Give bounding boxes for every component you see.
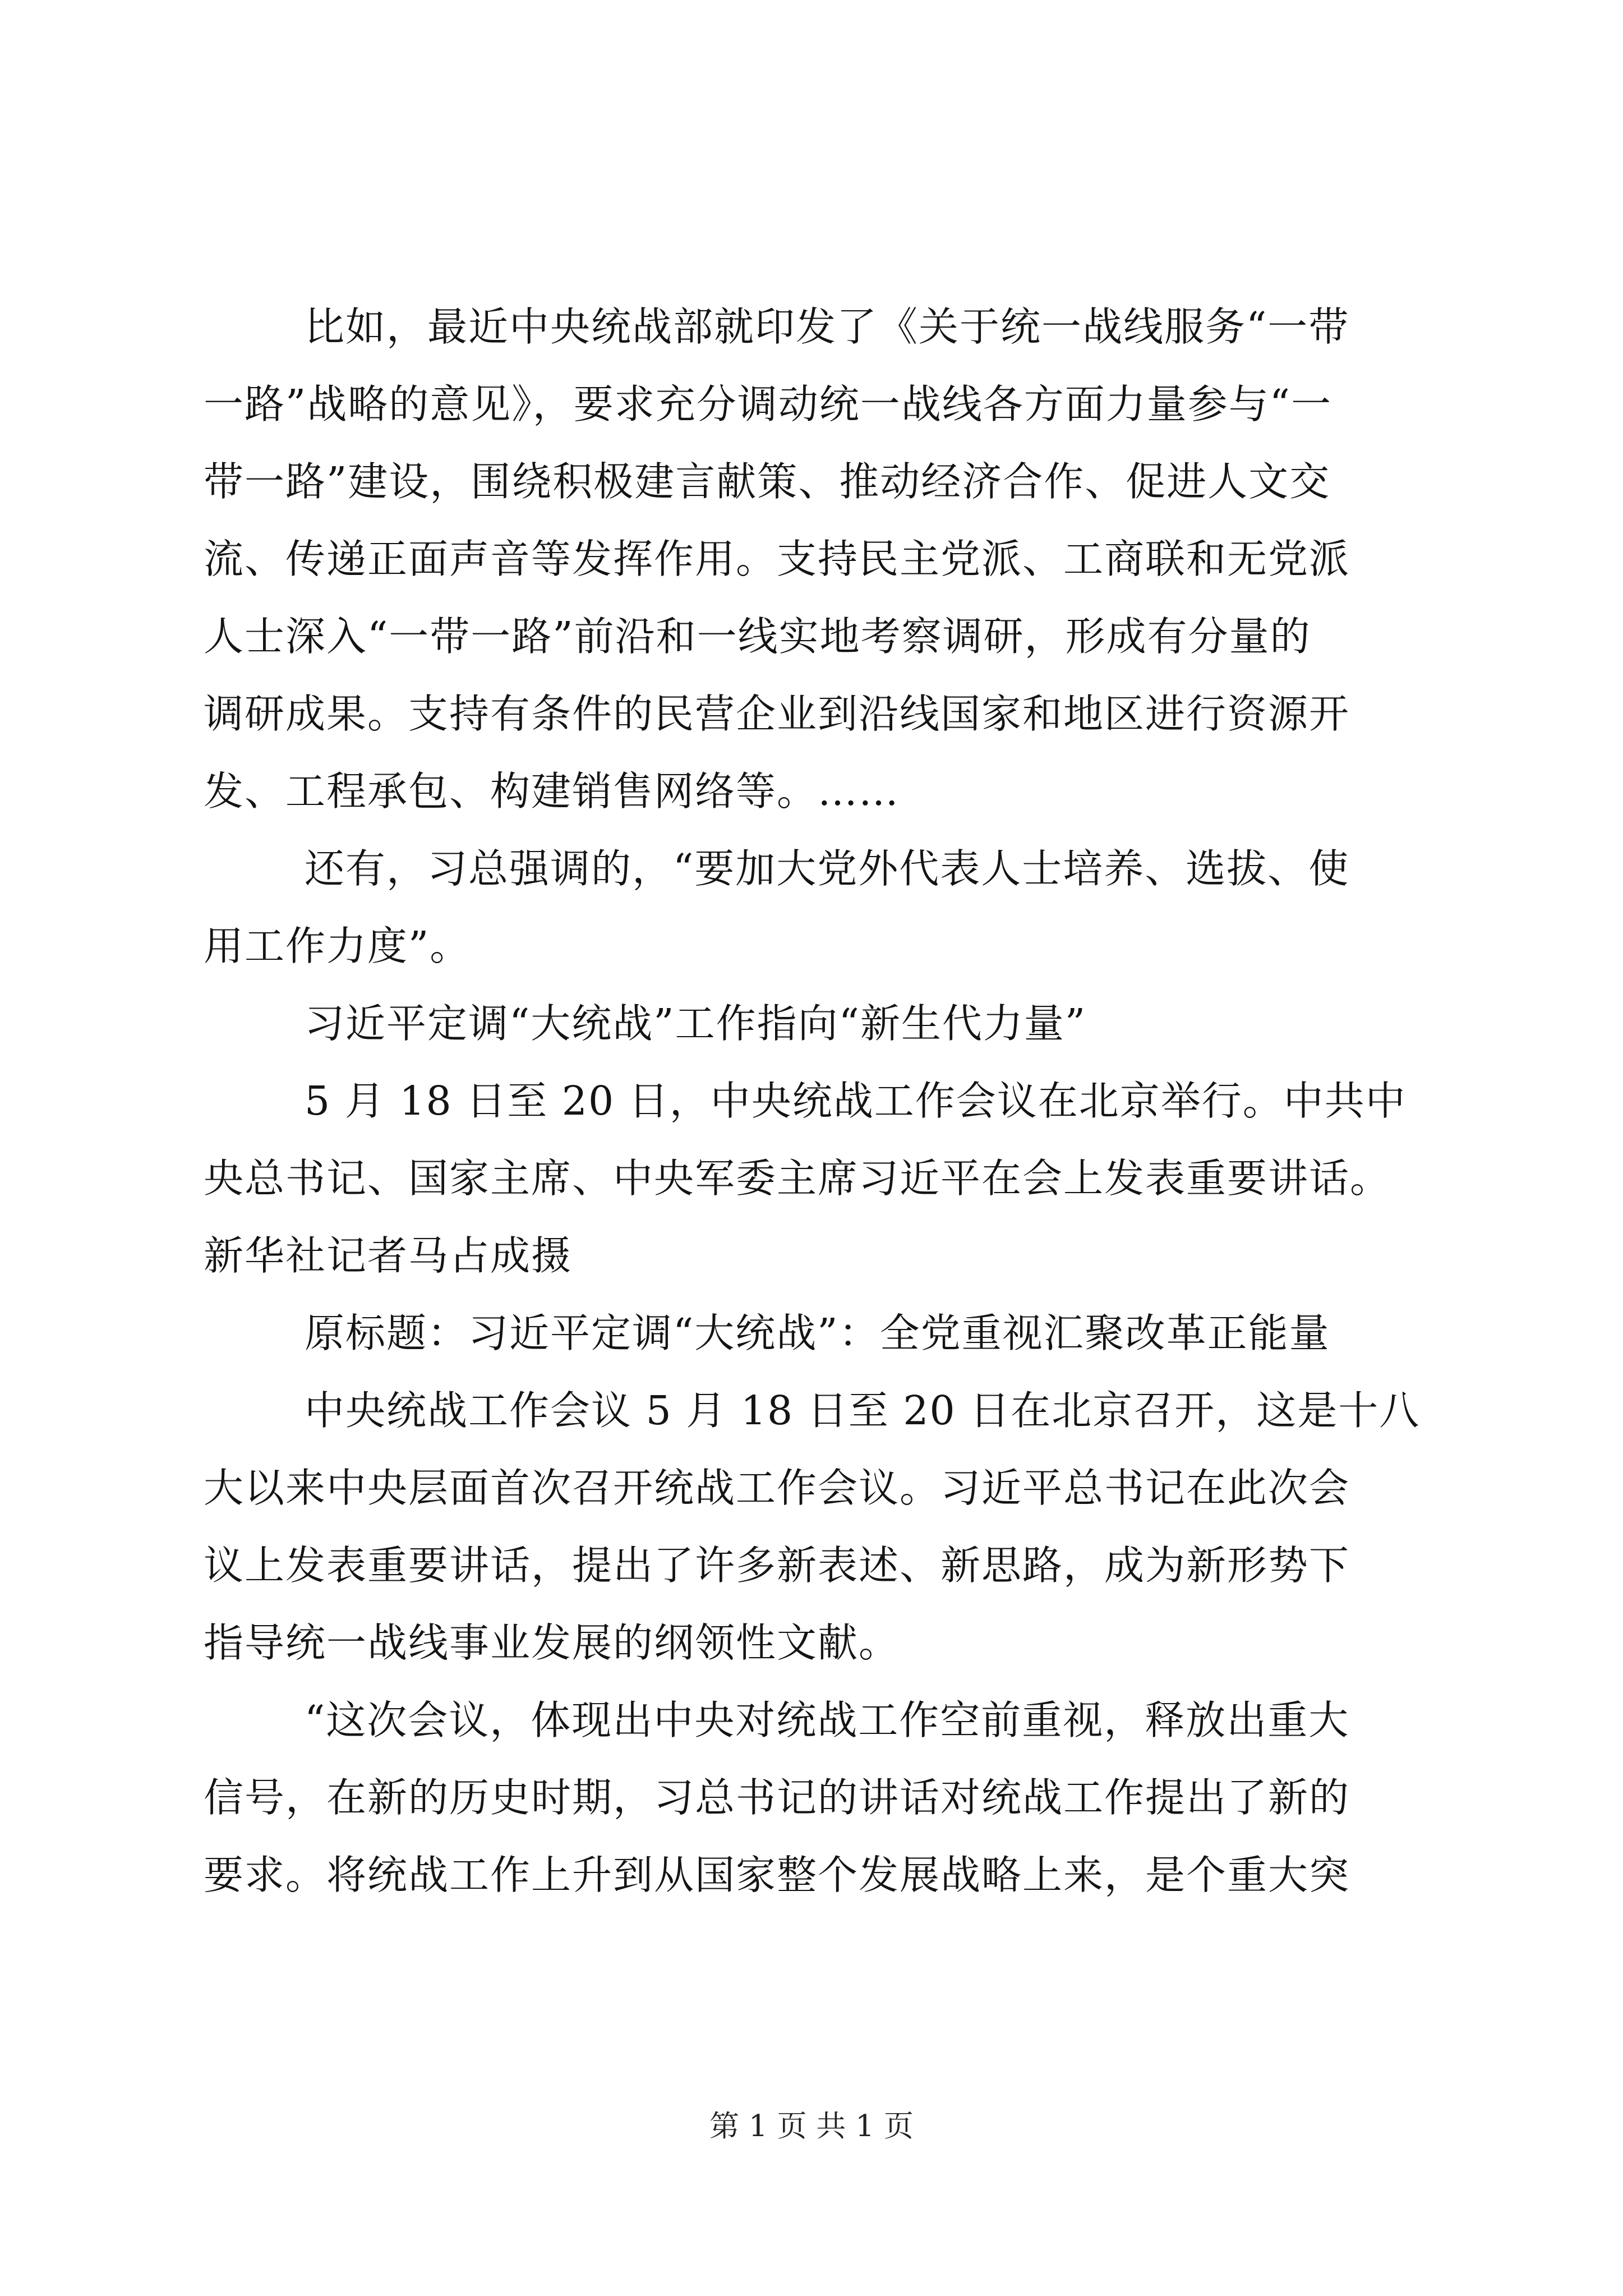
paragraph-line: 央总书记、国家主席、中央军委主席习近平在会上发表重要讲话。: [204, 1155, 1391, 1202]
paragraph-line: 比如，最近中央统战部就印发了《关于统一战线服务“一带: [305, 303, 1350, 350]
paragraph-line: “这次会议，体现出中央对统战工作空前重视，释放出重大: [305, 1697, 1350, 1743]
paragraph-line: 发、工程承包、构建销售网络等。……: [204, 768, 900, 815]
paragraph-line: 人士深入“一带一路”前沿和一线实地考察调研，形成有分量的: [204, 613, 1311, 660]
original-title-line: 原标题：习近平定调“大统战”：全党重视汇聚改革正能量: [305, 1310, 1330, 1356]
paragraph-line: 信号，在新的历史时期，习总书记的讲话对统战工作提出了新的: [204, 1774, 1350, 1821]
paragraph-line: 要求。将统战工作上升到从国家整个发展战略上来，是个重大突: [204, 1852, 1350, 1898]
paragraph-line: 流、传递正面声音等发挥作用。支持民主党派、工商联和无党派: [204, 536, 1350, 582]
paragraph-line: 用工作力度”。: [204, 923, 471, 969]
paragraph-line: 中央统战工作会议 5 月 18 日至 20 日在北京召开，这是十八: [305, 1387, 1421, 1434]
paragraph-line: 带一路”建设，围绕积极建言献策、推动经济合作、促进人文交: [204, 458, 1331, 505]
paragraph-line: 大以来中央层面首次召开统战工作会议。习近平总书记在此次会: [204, 1465, 1350, 1511]
paragraph-line: 还有，习总强调的，“要加大党外代表人士培养、选拔、使: [305, 845, 1350, 892]
paragraph-line: 一路”战略的意见》，要求充分调动统一战线各方面力量参与“一: [204, 381, 1332, 427]
photo-credit: 新华社记者马占成摄: [204, 1232, 573, 1279]
paragraph-line: 议上发表重要讲话，提出了许多新表述、新思路，成为新形势下: [204, 1542, 1350, 1589]
paragraph-line: 调研成果。支持有条件的民营企业到沿线国家和地区进行资源开: [204, 691, 1350, 737]
paragraph-line: 指导统一战线事业发展的纲领性文献。: [204, 1619, 900, 1666]
page-number-footer: 第 1 页 共 1 页: [709, 2109, 914, 2143]
section-heading: 习近平定调“大统战”工作指向“新生代力量”: [305, 1000, 1087, 1047]
paragraph-line: 5 月 18 日至 20 日，中央统战工作会议在北京举行。中共中: [305, 1078, 1407, 1124]
